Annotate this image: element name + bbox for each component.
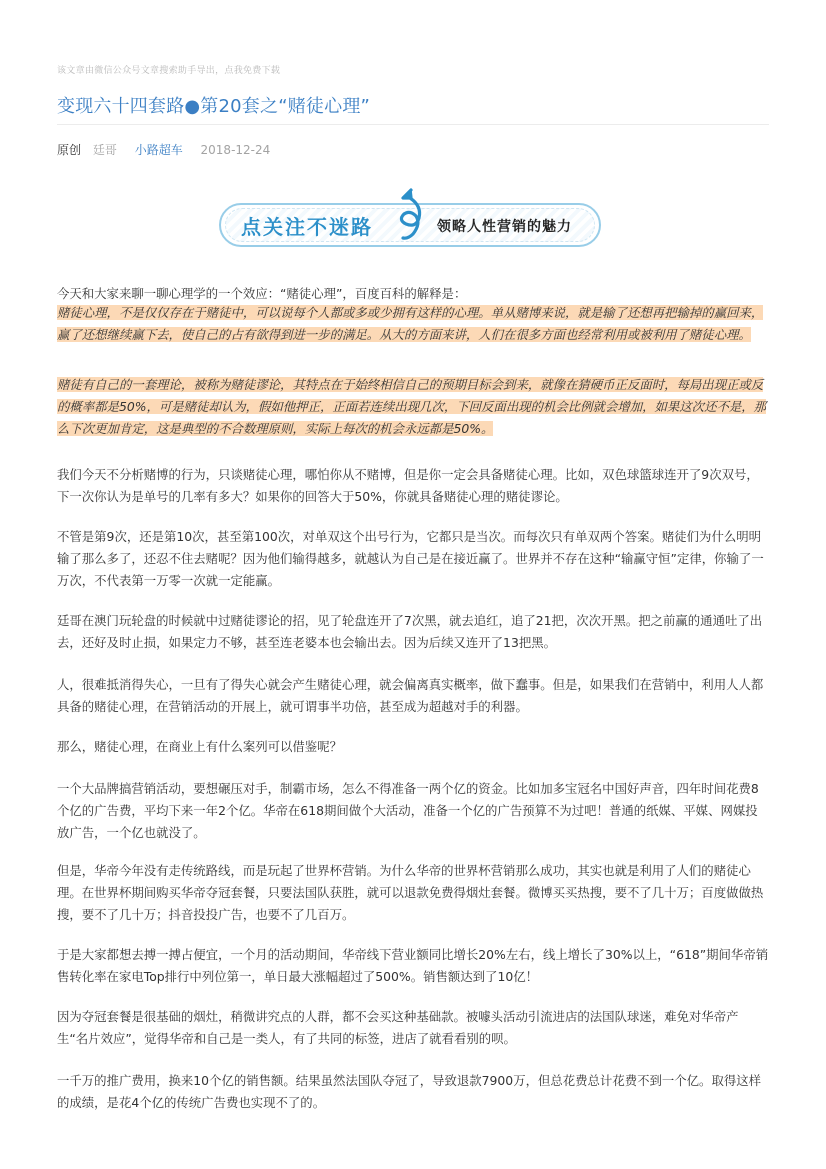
body-paragraph: 但是，华帝今年没有走传统路线，而是玩起了世界杯营销。为什么华帝的世界杯营销那么成功，其实也就是利用了人们的赌徒心理。在世界杯期间购买华帝夺冠套餐，只要法国队获胜，就可以退款免费得烟灶套餐。微博买买热搜，要不了几十万；百度做做热搜，要不了几十万；抖音投投广告，也要不了几百万。 — [57, 863, 764, 922]
original-label: 原创 — [57, 143, 82, 157]
account-link[interactable]: 小路超车 — [134, 143, 183, 157]
article-meta — [57, 141, 270, 158]
highlight-text-1: 赌徒心理，不是仅仅存在于赌徒中，可以说每个人都或多或少拥有这样的心理。单从赌博来说，就是输了还想再把输掉的赢回来，赢了还想继续赢下去，使自己的占有欲得到进一步的满足。从大的方面来讲，人们在很多方面也经常利用或被利用了赌徒心理。 — [57, 305, 764, 342]
body-paragraph: 那么，赌徒心理，在商业上有什么案列可以借鉴呢？ — [57, 739, 342, 754]
body-paragraph: 我们今天不分析赌博的行为，只谈赌徒心理，哪怕你从不赌博，但是你一定会具备赌徒心理。比如，双色球篮球连开了9次双号，下一次你认为是单号的几率有多大？如果你的回答大于50%，你就具备赌徒心理的赌徒谬论。 — [57, 467, 759, 504]
export-note-link[interactable]: 该文章由微信公众号文章搜索助手导出，点我免费下载 — [57, 66, 281, 76]
body-paragraph: 一个大品牌搞营销活动，要想碾压对手，制霸市场，怎么不得准备一两个亿的资金。比如加多宝冠名中国好声音，四年时间花费8个亿的广告费，平均下来一年2个亿。华帝在618期间做个大活动，准备一个亿的广告预算不为过吧！普通的纸媒、平媒、网媒投放广告，一个亿也就没了。 — [57, 781, 759, 840]
swirl-arrow-icon — [389, 186, 433, 248]
publish-date: 2018-12-24 — [200, 143, 271, 157]
banner-slogan: 领略人性营销的魅力 — [437, 219, 572, 235]
title-divider — [57, 124, 769, 125]
follow-banner — [219, 186, 605, 254]
body-paragraph: 廷哥在澳门玩轮盘的时候就中过赌徒谬论的招，见了轮盘连开了7次黑，就去追红，追了21把，次次开黑。把之前赢的通通吐了出去，还好及时止损，如果定力不够，甚至连老婆本也会输出去。因为后续又连开了13把黑。 — [57, 613, 763, 650]
article-title: 变现六十四套路●第20套之“赌徒心理” — [57, 96, 371, 117]
body-paragraph: 不管是第9次，还是第10次，甚至第100次，对单双这个出号行为，它都只是当次。而每次只有单双两个答案。赌徒们为什么明明输了那么多了，还忍不住去赌呢？因为他们输得越多，就越认为自己是在接近赢了。世界并不存在这种“输赢守恒”定律，你输了一万次，不代表第一万零一次就一定能赢。 — [57, 529, 764, 588]
body-paragraph: 一千万的推广费用，换来10个亿的销售额。结果虽然法国队夺冠了，导致退款7900万，但总花费总计花费不到一个亿。取得这样的成绩，是花4个亿的传统广告费也实现不了的。 — [57, 1073, 762, 1110]
highlight-quote-2 — [57, 374, 769, 440]
highlight-text-2: 赌徒有自己的一套理论，被称为赌徒谬论，其特点在于始终相信自己的预期目标会到来，就像在猜硬币正反面时，每局出现正或反的概率都是50%，可是赌徒却认为，假如他押正，正面若连续出现几次，下回反面出现的机会比例就会增加，如果这次还不是，那么下次更加肯定，这是典型的不合数理原则，实际上每次的机会永远都是50%。 — [57, 377, 767, 436]
banner-follow-text: 点关注不迷路 — [241, 215, 373, 239]
highlight-quote-1 — [57, 302, 769, 346]
body-paragraph: 于是大家都想去搏一搏占便宜，一个月的活动期间，华帝线下营业额同比增长20%左右，线上增长了30%以上，“618”期间华帝销售转化率在家电Top排行中列位第一，单日最大涨幅超过了500%。销售额达到了10亿！ — [57, 947, 769, 984]
author-name: 廷哥 — [92, 143, 117, 157]
body-paragraph: 因为夺冠套餐是很基础的烟灶，稍微讲究点的人群，都不会买这种基础款。被噱头活动引流进店的法国队球迷，难免对华帝产生“名片效应”，觉得华帝和自己是一类人，有了共同的标签，进店了就看看别的呗。 — [57, 1009, 739, 1046]
intro-paragraph: 今天和大家来聊一聊心理学的一个效应：“赌徒心理”，百度百科的解释是： — [57, 286, 467, 301]
body-paragraph: 人，很难抵消得失心，一旦有了得失心就会产生赌徒心理，就会偏离真实概率，做下蠢事。但是，如果我们在营销中，利用人人都具备的赌徒心理，在营销活动的开展上，就可谓事半功倍，甚至成为超越对手的利器。 — [57, 677, 764, 714]
